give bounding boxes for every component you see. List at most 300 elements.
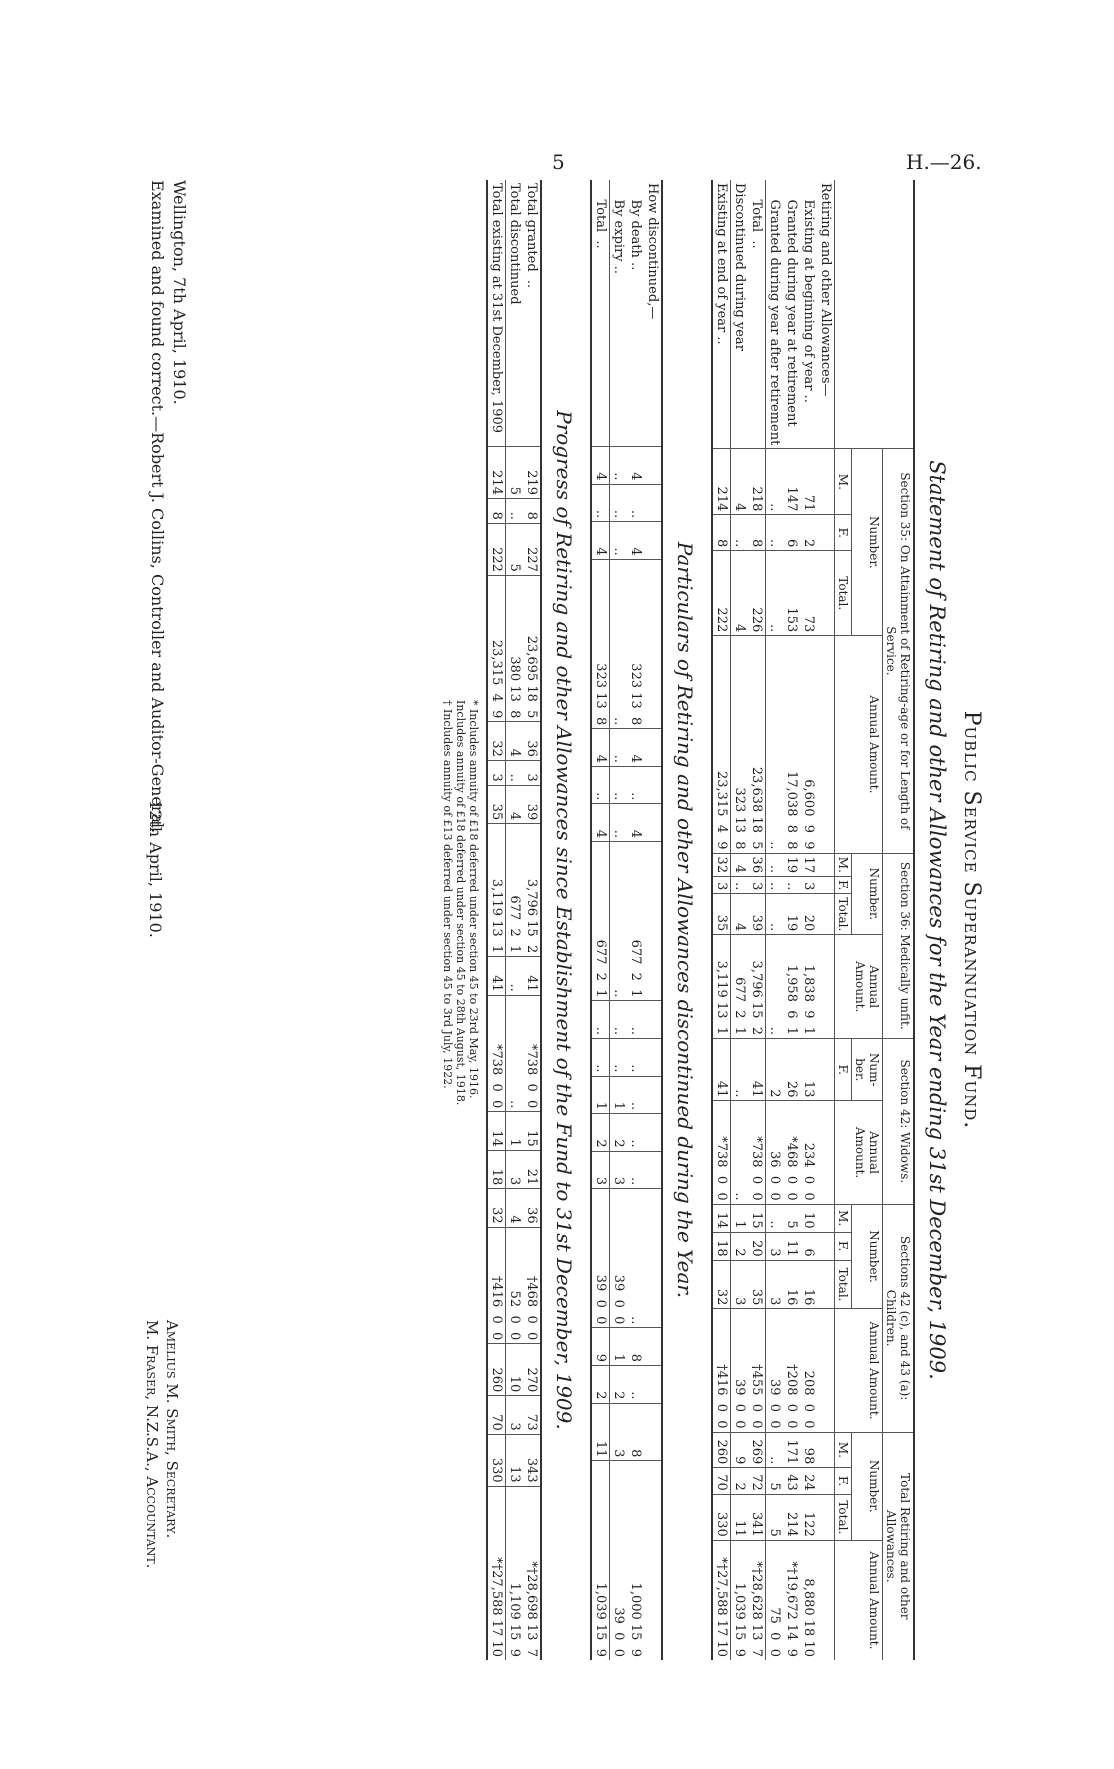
table-cell: 2 [610,1114,628,1152]
table-cell: †468 0 0 [523,1227,541,1344]
examined-statement: Examined and found correct.—Robert J. Collins, Controller and Auditor-General. [148,180,167,834]
table-cell: 3 [748,877,766,894]
table-cell: 227 [523,523,541,575]
table-cell: 226 [748,551,766,636]
table-cell: .. [610,1001,628,1039]
table-cell: 17,038 8 8 [783,636,800,853]
table-cell: *†28,628 13 7 [748,1540,766,1660]
table-cell: 10 [800,1204,817,1232]
table-cell: .. [731,515,749,551]
table-cell: *738 0 0 [748,1101,766,1204]
table-row [627,180,644,1660]
table-cell: 3 [506,1396,524,1434]
row-label: Discontinued during year [732,183,747,351]
row-label: Granted during year at retirement [784,183,799,427]
table-cell [817,1260,835,1309]
table-row [712,180,731,1660]
label-header [835,180,915,449]
table-cell: 9 [731,1432,749,1468]
table-cell: 73 [523,1396,541,1434]
table-cell: 24 [800,1468,817,1494]
table-cell: 15 [748,1204,766,1232]
table-cell: 35 [712,894,731,935]
table-cell: 260 [487,1344,506,1396]
table-cell: 39 0 0 [731,1309,749,1432]
table-cell: 1 [506,1112,524,1150]
row-label: Total existing at 31st December, 1909 [487,180,506,447]
row-label: How discontinued,— [645,183,660,320]
table-cell: 269 [748,1432,766,1468]
place-date: Wellington, 7th April, 1910. [170,180,189,405]
table-cell: 3 [610,1151,628,1189]
table-cell: .. [766,1432,784,1468]
table-cell: 10 [506,1344,524,1396]
table-cell: 4 [627,729,644,767]
table-cell: 4 [591,729,610,767]
table-cell: .. [766,1204,784,1232]
table-cell: .. [783,877,800,894]
document-title: Public Service Superannuation Fund. [959,710,984,1130]
header-f: F. [835,877,852,894]
header-number: Number. [852,1204,883,1309]
table-cell [644,1114,662,1152]
table-cell: .. [766,449,784,515]
footnote: Includes annuity of £18 deferred under section 45 to 28th August, 1918. [454,700,467,1106]
table-cell: †416 0 0 [487,1227,506,1344]
table-cell: .. [591,766,610,804]
table-cell [817,1468,835,1494]
table-cell: †416 0 0 [712,1309,731,1432]
header-total-count: Total. [835,1260,852,1309]
header-f: F. [835,1468,852,1494]
table-cell [644,522,662,560]
table-cell [644,1076,662,1114]
table-cell: .. [591,484,610,522]
table-cell: 43 [783,1468,800,1494]
table-cell: 8 [712,515,731,551]
table-cell: 6,600 9 9 [800,636,817,853]
table-cell [644,1461,662,1660]
table-cell [817,1540,835,1660]
header-annual: Annual Amount. [835,1309,883,1432]
table-cell [644,1403,662,1461]
table-cell: 2 [610,1365,628,1403]
header-s43: Sections 42 (c), and 43 (a): Children. [883,1204,915,1432]
header-annual: Annual Amount. [835,935,883,1039]
table-cell: 1,109 15 9 [506,1486,524,1660]
table-cell: 6 [800,1232,817,1260]
table-cell: 4 [506,785,524,823]
table-cell: 35 [487,785,506,823]
table-cell: 153 [783,551,800,636]
particulars-title: Particulars of Retiring and other Allowances discontinued during the Year. [673,541,697,1299]
table-cell: 3 [487,760,506,785]
table-cell: 23,695 18 5 [523,575,541,722]
table-cell [817,636,835,853]
table-cell [817,853,835,877]
table-cell: 8,880 18 10 [800,1540,817,1660]
table-cell: 4 [731,449,749,515]
table-cell: 36 0 0 [766,1101,784,1204]
table-cell: .. [731,877,749,894]
table-cell: 98 [800,1432,817,1468]
table-cell: 3 [591,1151,610,1189]
table-cell: 32 [712,1260,731,1309]
header-number: Number. [852,853,883,935]
table-cell: .. [766,636,784,853]
table-cell: 8 [627,1328,644,1366]
table-cell: †455 0 0 [748,1309,766,1432]
row-label: Total granted .. [524,183,539,289]
table-cell: 1 [610,1328,628,1366]
footnote: † Includes annuity of £13 deferred under section 45 to 3rd July, 1922. [441,700,454,1089]
header-total: Total Retiring and other Allowances. [883,1432,915,1660]
table-cell: *738 0 0 [712,1101,731,1204]
table-cell: 39 [523,785,541,823]
table-cell: .. [766,935,784,1039]
header-s42: Section 42: Widows. [883,1039,915,1205]
table-cell: 15 [523,1112,541,1150]
header-annual: Annual Amount. [835,1101,883,1204]
footnote: * Includes annuity of £18 deferred under section 45 to 23rd May, 1916. [467,700,480,1099]
row-label: Retiring and other Allowances— [818,183,833,397]
table-cell: *†28,698 13 7 [523,1486,541,1660]
table-cell: .. [766,894,784,935]
table-cell [817,1309,835,1432]
table-cell: .. [627,484,644,522]
rotated-content [110,180,990,1660]
table-cell [644,1001,662,1039]
table-cell [644,484,662,522]
table-cell: 9 [591,1328,610,1366]
table-cell [817,935,835,1039]
table-cell: .. [766,877,784,894]
table-cell: 3 [506,1150,524,1188]
table-cell: 330 [487,1434,506,1486]
table-cell: 39 0 0 [591,1189,610,1328]
table-cell [817,1101,835,1204]
table-cell: 3 [523,760,541,785]
table-cell: 23,315 4 9 [712,636,731,853]
table-cell: 5 [506,447,524,499]
progress-table [486,180,542,1660]
table-cell: 1,039 15 9 [591,1461,610,1660]
header-m: M. [835,1204,852,1232]
table-cell: 4 [627,804,644,842]
table-cell: 23,638 18 5 [748,636,766,853]
table-cell: 13 [506,1434,524,1486]
table-cell [817,877,835,894]
table-cell: 330 [712,1494,731,1540]
table-cell: 3 [610,1403,628,1461]
table-cell: 3 [712,877,731,894]
accountant-signature: M. Fraser, N.Z.S.A., Accountant. [143,1320,161,1569]
table-cell: 20 [748,1232,766,1260]
table-cell: 323 13 8 [731,636,749,853]
table-cell: 3 [766,1232,784,1260]
table-cell: 4 [731,551,749,636]
table-cell: 147 [783,449,800,515]
table-cell: 75 0 0 [766,1540,784,1660]
table-cell [644,447,662,485]
page-reference: H.—26. [906,150,982,174]
table-cell: 260 [712,1432,731,1468]
row-label: Granted during year after retirement [767,183,782,446]
header-annual: Annual Amount. [835,636,883,853]
table-cell: 21 [523,1150,541,1188]
table-cell: 70 [487,1396,506,1434]
table-cell: 4 [627,522,644,560]
header-f: F. [835,1232,852,1260]
table-cell: .. [627,1365,644,1403]
table-cell [817,515,835,551]
table-cell: .. [627,766,644,804]
table-cell: 4 [591,447,610,485]
table-cell: 3,796 15 2 [523,824,541,957]
table-cell: .. [627,1189,644,1328]
table-cell: .. [766,515,784,551]
table-cell: 2 [731,1468,749,1494]
table-cell: 3 [766,1260,784,1309]
table-cell: .. [731,1039,749,1101]
table-cell: .. [766,551,784,636]
table-cell: .. [627,1001,644,1039]
table-cell: 2 [591,1114,610,1152]
table-cell: .. [731,1101,749,1204]
secretary-signature: Amelius M. Smith, Secretary. [163,1320,181,1539]
table-cell: 4 [731,853,749,877]
table-cell: 122 [800,1494,817,1540]
statement-title: Statement of Retiring and other Allowances for the Year ending 31st December, 1909. [925,460,949,1380]
table-cell: 41 [487,957,506,995]
table-cell: .. [610,729,628,767]
table-cell: 35 [748,1260,766,1309]
table-cell: 5 [506,523,524,575]
table-row [610,180,628,1660]
table-cell: 19 [783,853,800,877]
table-cell: 41 [523,957,541,995]
header-m: M. [835,449,852,515]
table-cell: 32 [487,722,506,760]
table-cell: 39 0 0 [610,1189,628,1328]
table-cell: 208 0 0 [800,1309,817,1432]
table-cell [817,1204,835,1232]
table-cell: 18 [487,1150,506,1188]
table-cell [817,449,835,515]
header-f: F. [835,1039,852,1101]
table-cell: 3,119 13 1 [712,935,731,1039]
table-cell: †208 0 0 [783,1309,800,1432]
table-cell: .. [591,1001,610,1039]
table-cell: .. [506,995,524,1112]
table-cell: 341 [748,1494,766,1540]
header-number: Number. [852,1432,883,1540]
row-label: By death .. [628,183,643,271]
row-label: Existing at beginning of year .. [801,183,816,403]
particulars-table [590,180,663,1660]
table-cell [644,1328,662,1366]
table-cell: 1,039 15 9 [731,1540,749,1660]
table-cell: .. [610,559,628,729]
table-cell: 5 [783,1204,800,1232]
table-cell: 17 [800,853,817,877]
table-cell: 4 [506,722,524,760]
table-cell [644,804,662,842]
table-row [644,180,662,1660]
table-cell: 343 [523,1434,541,1486]
table-cell: 1,958 6 1 [783,935,800,1039]
table-cell: 26 [783,1039,800,1101]
table-row [748,180,766,1660]
table-cell [644,1189,662,1328]
table-cell: 16 [783,1260,800,1309]
table-cell [644,841,662,1001]
table-cell: 677 2 1 [591,841,610,1001]
table-cell: .. [627,1151,644,1189]
table-cell: 20 [800,894,817,935]
table-cell: 323 13 8 [627,559,644,729]
table-cell: 380 13 8 [506,575,524,722]
table-cell: 677 2 1 [627,841,644,1001]
table-cell: 73 [800,551,817,636]
table-cell: 41 [748,1039,766,1101]
table-cell: 3 [800,877,817,894]
table-cell: 71 [800,449,817,515]
table-cell [817,894,835,935]
footnotes [441,700,480,1660]
table-row [731,180,749,1660]
table-cell: 4 [506,1189,524,1227]
table-cell: 11 [731,1494,749,1540]
particulars-body [591,180,662,1660]
table-cell [644,766,662,804]
table-cell [644,1365,662,1403]
table-cell: 677 2 1 [506,824,524,957]
header-s35: Section 35: On Attainment of Retiring-age or for Length of Service. [883,449,915,853]
table-cell: *†27,588 17 10 [487,1486,506,1660]
table-cell: 222 [712,551,731,636]
table-cell [817,551,835,636]
table-cell: 13 [800,1039,817,1101]
table-cell [817,1494,835,1540]
table-row [506,180,524,1660]
table-cell: 2 [591,1365,610,1403]
row-label: By expiry .. [611,183,626,275]
table-cell: 39 [748,894,766,935]
table-cell: 218 [748,449,766,515]
header-annual: Annual Amount. [835,1540,883,1660]
table-cell: 3 [731,1260,749,1309]
table-cell: 5 [766,1494,784,1540]
statement-table [711,180,915,1660]
table-row [800,180,817,1660]
table-cell: 270 [523,1344,541,1396]
table-cell: 3,796 15 2 [748,935,766,1039]
page-number: 5 [552,150,565,174]
header-number: Num-ber. [852,1039,883,1101]
table-cell: 23,315 4 9 [487,575,506,722]
header-total-count: Total. [835,1494,852,1540]
header-total-count: Total. [835,551,852,636]
table-cell [644,1039,662,1077]
table-cell: .. [610,804,628,842]
table-cell: 2 [731,1232,749,1260]
table-cell: 39 0 0 [766,1309,784,1432]
table-cell: 11 [591,1403,610,1461]
row-label: Total discontinued [507,183,522,305]
table-row [523,180,541,1660]
table-cell [817,1432,835,1468]
table-cell: 52 0 0 [506,1227,524,1344]
table-cell: .. [766,853,784,877]
signature-block-left [146,180,190,833]
table-cell: 214 [487,447,506,499]
table-cell: .. [627,1039,644,1077]
row-label: Existing at end of year .. [712,180,731,449]
table-cell: 6 [783,515,800,551]
header-total-count: Total. [835,894,852,935]
table-cell: 219 [523,447,541,499]
table-cell: 36 [523,722,541,760]
header-s36: Section 36: Medically unfit. [883,853,915,1039]
signature-block-right [142,1320,182,1568]
table-cell: 323 13 8 [591,559,610,729]
table-cell: .. [610,766,628,804]
table-cell: 41 [712,1039,731,1101]
table-cell: .. [610,841,628,1001]
table-cell: 36 [748,853,766,877]
table-cell: 70 [712,1468,731,1494]
table-cell [644,559,662,729]
table-cell: .. [591,1039,610,1077]
table-cell: *738 0 0 [523,995,541,1112]
table-cell: .. [506,957,524,995]
table-cell [644,729,662,767]
table-cell: *738 0 0 [487,995,506,1112]
table-row [487,180,506,1660]
table-cell: 2 [766,1039,784,1101]
table-cell: .. [610,1039,628,1077]
table-cell: 4 [591,522,610,560]
table-cell: 8 [627,1403,644,1461]
table-cell: 1,000 15 9 [627,1461,644,1660]
table-cell: 19 [783,894,800,935]
header-f: F. [835,515,852,551]
table-cell [817,1039,835,1101]
table-cell: 8 [748,515,766,551]
table-cell: 4 [731,894,749,935]
table-cell: *†27,588 17 10 [712,1540,731,1660]
table-cell: 171 [783,1432,800,1468]
table-cell: 234 0 0 [800,1101,817,1204]
statement-body [712,180,835,1660]
table-cell: 14 [712,1204,731,1232]
table-cell: .. [610,484,628,522]
table-cell: .. [610,522,628,560]
table-cell: 32 [712,853,731,877]
table-cell: 1 [610,1076,628,1114]
table-cell: 36 [523,1189,541,1227]
header-number: Number. [852,449,883,636]
table-row [817,180,835,1660]
table-cell: .. [506,760,524,785]
table-cell: 2 [800,515,817,551]
table-cell: 4 [627,447,644,485]
table-cell: 16 [800,1260,817,1309]
table-cell: 11 [783,1232,800,1260]
table-cell: .. [610,447,628,485]
table-cell: 3,119 13 1 [487,824,506,957]
